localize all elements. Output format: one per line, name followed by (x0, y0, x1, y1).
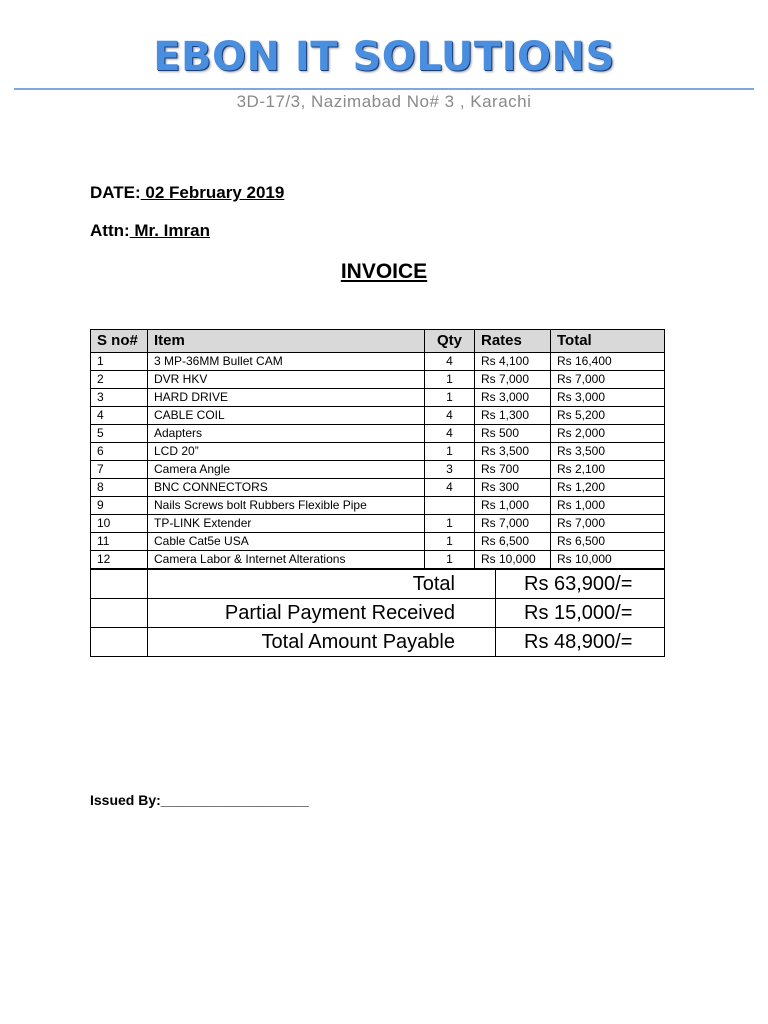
cell-total: Rs 5,200 (551, 407, 665, 425)
cell-sno: 12 (91, 551, 148, 569)
cell-rate: Rs 3,500 (475, 443, 551, 461)
summary-amount: Rs 63,900/= (496, 570, 665, 599)
table-row (91, 551, 665, 569)
cell-rate: Rs 500 (475, 425, 551, 443)
cell-total: Rs 7,000 (551, 515, 665, 533)
cell-sno: 4 (91, 407, 148, 425)
date-label: DATE: (90, 183, 141, 202)
cell-total: Rs 1,200 (551, 479, 665, 497)
company-name: EBON IT SOLUTIONS (153, 34, 615, 80)
cell-rate: Rs 4,100 (475, 353, 551, 371)
company-address: 3D-17/3, Nazimabad No# 3 , Karachi (236, 92, 532, 111)
header-qty: Qty (425, 330, 475, 353)
cell-item: HARD DRIVE (148, 389, 425, 407)
date-line (90, 183, 284, 203)
cell-item: TP-LINK Extender (148, 515, 425, 533)
table-row (91, 407, 665, 425)
cell-qty: 4 (425, 407, 475, 425)
cell-rate: Rs 700 (475, 461, 551, 479)
cell-rate: Rs 6,500 (475, 533, 551, 551)
cell-sno: 1 (91, 353, 148, 371)
cell-sno: 5 (91, 425, 148, 443)
cell-item: Nails Screws bolt Rubbers Flexible Pipe (148, 497, 425, 515)
summary-row-partial (91, 599, 665, 628)
cell-item: CABLE COIL (148, 407, 425, 425)
cell-rate: Rs 1,300 (475, 407, 551, 425)
cell-qty: 4 (425, 479, 475, 497)
cell-sno: 6 (91, 443, 148, 461)
table-row (91, 371, 665, 389)
summary-amount: Rs 15,000/= (496, 599, 665, 628)
cell-total: Rs 7,000 (551, 371, 665, 389)
cell-qty: 1 (425, 551, 475, 569)
table-row (91, 533, 665, 551)
cell-item: DVR HKV (148, 371, 425, 389)
cell-item: 3 MP-36MM Bullet CAM (148, 353, 425, 371)
summary-label: Total Amount Payable (148, 628, 496, 657)
cell-qty: 1 (425, 371, 475, 389)
cell-qty: 4 (425, 353, 475, 371)
header-item: Item (148, 330, 425, 353)
invoice-title: INVOICE (340, 260, 428, 283)
cell-sno: 2 (91, 371, 148, 389)
table-row (91, 515, 665, 533)
issued-by: Issued By:___________________ (90, 792, 309, 808)
attn-line (90, 221, 210, 241)
cell-total: Rs 2,000 (551, 425, 665, 443)
table-header-row (91, 330, 665, 353)
cell-qty: 1 (425, 389, 475, 407)
cell-rate: Rs 7,000 (475, 515, 551, 533)
attn-label: Attn: (90, 221, 130, 240)
cell-total: Rs 16,400 (551, 353, 665, 371)
table-row (91, 389, 665, 407)
cell-qty: 1 (425, 443, 475, 461)
header-rates: Rates (475, 330, 551, 353)
cell-sno: 7 (91, 461, 148, 479)
cell-qty: 4 (425, 425, 475, 443)
summary-table (90, 569, 665, 657)
cell-rate: Rs 300 (475, 479, 551, 497)
cell-total: Rs 6,500 (551, 533, 665, 551)
cell-item: Adapters (148, 425, 425, 443)
cell-qty: 1 (425, 515, 475, 533)
cell-item: Camera Labor & Internet Alterations (148, 551, 425, 569)
cell-rate: Rs 1,000 (475, 497, 551, 515)
cell-item: LCD 20” (148, 443, 425, 461)
table-row (91, 443, 665, 461)
cell-sno: 10 (91, 515, 148, 533)
items-table (90, 329, 665, 569)
cell-sno: 11 (91, 533, 148, 551)
header-divider (14, 88, 754, 90)
cell-rate: Rs 7,000 (475, 371, 551, 389)
header-sno: S no# (91, 330, 148, 353)
cell-rate: Rs 3,000 (475, 389, 551, 407)
attn-value: Mr. Imran (129, 221, 210, 240)
header-total: Total (551, 330, 665, 353)
date-value: 02 February 2019 (140, 183, 285, 202)
cell-item: Camera Angle (148, 461, 425, 479)
cell-sno: 3 (91, 389, 148, 407)
cell-total: Rs 3,500 (551, 443, 665, 461)
cell-rate: Rs 10,000 (475, 551, 551, 569)
table-row (91, 479, 665, 497)
summary-label: Total (148, 570, 496, 599)
table-row (91, 497, 665, 515)
summary-row-total (91, 570, 665, 599)
cell-sno: 9 (91, 497, 148, 515)
table-row (91, 461, 665, 479)
cell-item: BNC CONNECTORS (148, 479, 425, 497)
cell-sno: 8 (91, 479, 148, 497)
cell-total: Rs 1,000 (551, 497, 665, 515)
cell-qty: 1 (425, 533, 475, 551)
cell-qty (425, 497, 475, 515)
cell-item: Cable Cat5e USA (148, 533, 425, 551)
cell-qty: 3 (425, 461, 475, 479)
table-row (91, 353, 665, 371)
summary-label: Partial Payment Received (148, 599, 496, 628)
table-row (91, 425, 665, 443)
summary-amount: Rs 48,900/= (496, 628, 665, 657)
cell-total: Rs 10,000 (551, 551, 665, 569)
summary-row-payable (91, 628, 665, 657)
cell-total: Rs 2,100 (551, 461, 665, 479)
cell-total: Rs 3,000 (551, 389, 665, 407)
